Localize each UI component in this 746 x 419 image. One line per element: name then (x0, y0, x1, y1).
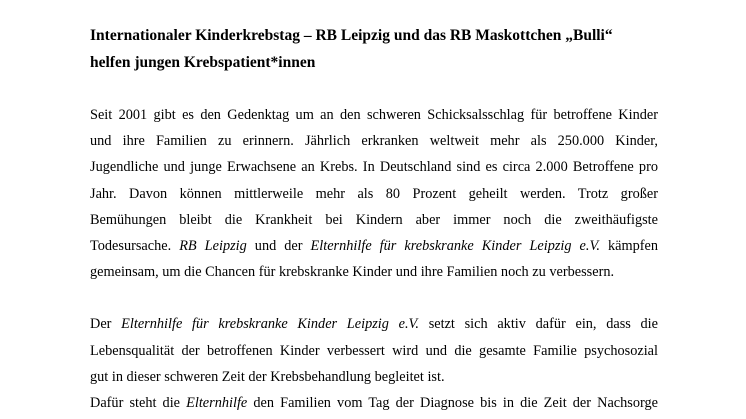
org-name-rb-leipzig: RB Leipzig (179, 238, 247, 255)
paragraph-line: Jahr. Davon können mittlerweile mehr als 80 Prozent geheilt werden. Trotz großer (90, 185, 658, 202)
paragraph-line: Bemühungen bleibt die Krankheit bei Kindern aber immer noch die zweithäufigste (90, 211, 658, 228)
paragraph-line: und ihre Familien zu erinnern. Jährlich erkranken weltweit mehr als 250.000 Kinder, (90, 133, 658, 150)
paragraph-line: Lebensqualität der betroffenen Kinder verbessert wird und die gesamte Familie psychosozial (90, 342, 658, 359)
line-text: kämpfen (607, 238, 658, 255)
paragraph-line (90, 311, 658, 337)
paragraph-elternhilfe (90, 311, 658, 390)
line-text: den Familien vom Tag der Diagnose bis in die Zeit der Nachsorge (253, 395, 659, 412)
document-title (90, 22, 658, 76)
line-text: Todesursache. (90, 238, 172, 255)
document-page (90, 22, 658, 416)
paragraph-intro (90, 102, 658, 285)
title-line-2: helfen jungen Krebspatient*innen (90, 54, 316, 71)
org-name-elternhilfe: Elternhilfe für krebskranke Kinder Leipzig e.V. (121, 316, 419, 333)
paragraph-line: Seit 2001 gibt es den Gedenktag um an den schweren Schicksalsschlag für betroffene Kinder (90, 107, 658, 123)
paragraph-line (90, 390, 658, 416)
paragraph-support (90, 390, 658, 416)
paragraph-line: gut in dieser schweren Zeit der Krebsbehandlung begleitet ist. (90, 368, 445, 385)
title-line-1: Internationaler Kinderkrebstag – RB Leipzig und das RB Maskottchen „Bulli“ (90, 27, 613, 44)
paragraph-line: gemeinsam, um die Chancen für krebskranke Kinder und ihre Familien noch zu verbessern. (90, 264, 615, 281)
org-name-elternhilfe-short: Elternhilfe (186, 395, 248, 412)
line-text: Der (90, 316, 112, 333)
org-name-elternhilfe: Elternhilfe für krebskranke Kinder Leipzig e.V. (310, 238, 600, 255)
line-text: setzt sich aktiv dafür ein, dass die (428, 316, 658, 333)
line-text: Dafür steht die (90, 395, 181, 412)
line-text: und der (254, 238, 303, 255)
paragraph-line: Jugendliche und junge Erwachsene an Krebs. In Deutschland sind es circa 2.000 Betroffene pro (90, 159, 658, 176)
paragraph-line (90, 233, 658, 259)
